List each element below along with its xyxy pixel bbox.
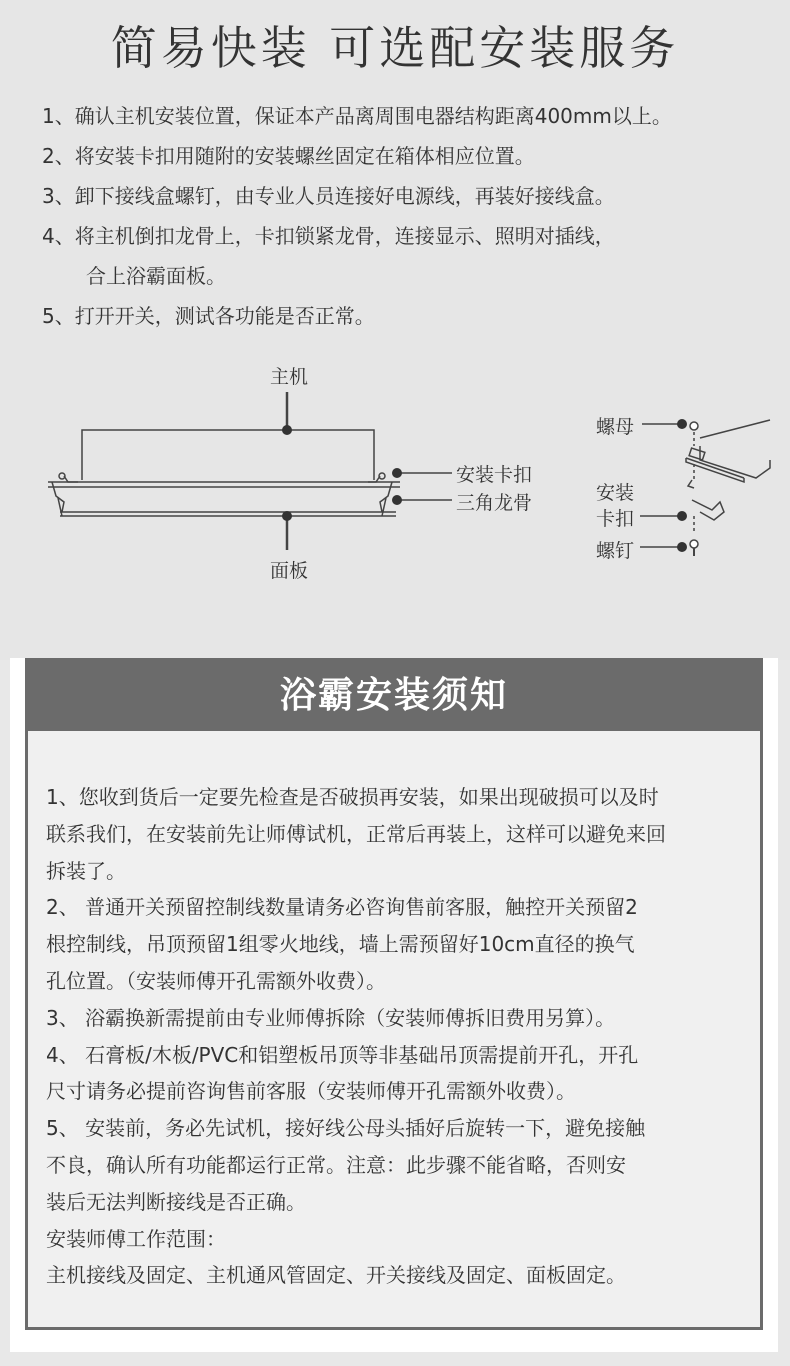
notice-line: 不良，确认所有功能都运行正常。注意：此步骤不能省略，否则安 (46, 1152, 626, 1177)
notice-line: 联系我们，在安装前先让师傅试机，正常后再装上，这样可以避免来回 (46, 821, 666, 846)
step-1: 1、确认主机安装位置，保证本产品离周围电器结构距离400mm以上。 (42, 104, 672, 128)
installation-diagram (0, 350, 790, 610)
step-4: 4、将主机倒扣龙骨上，卡扣锁紧龙骨，连接显示、照明对插线， (42, 224, 615, 248)
notice-line: 2、 普通开关预留控制线数量请务必咨询售前客服，触控开关预留2 (46, 895, 638, 920)
panel-dot (282, 511, 292, 521)
notice-line: 1、您收到货后一定要先检查是否破损再安装，如果出现破损可以及时 (46, 785, 659, 809)
host-dot (282, 425, 292, 435)
label-install-clip: 安装卡扣 (456, 464, 533, 486)
notice-line: 5、 安装前，务必先试机，接好线公母头插好后旋转一下，避免接触 (46, 1116, 646, 1141)
installation-diagram-drawing (0, 350, 790, 610)
notice-box (25, 658, 763, 1330)
label-triangle-keel: 三角龙骨 (456, 492, 533, 514)
label-host: 主机 (270, 366, 309, 388)
step-5: 5、打开开关，测试各功能是否正常。 (42, 304, 375, 328)
label-panel: 面板 (270, 560, 309, 582)
notice-line: 孔位置。（安装师傅开孔需额外收费）。 (46, 968, 386, 993)
page-title: 简易快装 可选配安装服务 (110, 21, 680, 75)
label-screw: 螺钉 (596, 540, 635, 562)
notice-line: 根控制线，吊顶预留1组零火地线，墙上需预留好10cm直径的换气 (46, 932, 635, 957)
notice-body (46, 779, 751, 1294)
notice-header (28, 661, 760, 731)
notice-line: 主机接线及固定、主机通风管固定、开关接线及固定、面板固定。 (46, 1263, 626, 1288)
label-clip-line1: 安装 (596, 482, 635, 504)
notice-title: 浴霸安装须知 (279, 675, 508, 716)
step-3: 3、卸下接线盒螺钉，由专业人员连接好电源线，再装好接线盒。 (42, 184, 615, 208)
step-4-continued: 合上浴霸面板。 (86, 264, 226, 288)
notice-line: 尺寸请务必提前咨询售前客服（安装师傅开孔需额外收费）。 (46, 1079, 576, 1104)
notice-line: 3、 浴霸换新需提前由专业师傅拆除（安装师傅拆旧费用另算）。 (46, 1005, 616, 1030)
label-clip-line2: 卡扣 (596, 508, 635, 530)
notice-section (10, 658, 778, 1352)
notice-line: 4、 石膏板/木板/PVC和铝塑板吊顶等非基础吊顶需提前开孔，开孔 (46, 1042, 639, 1067)
install-steps (42, 96, 782, 336)
step-2: 2、将安装卡扣用随附的安装螺丝固定在箱体相应位置。 (42, 144, 535, 168)
notice-line: 拆装了。 (46, 858, 126, 883)
notice-line: 装后无法判断接线是否正确。 (46, 1189, 306, 1214)
install-guide-section (0, 0, 790, 660)
label-nut: 螺母 (596, 416, 635, 438)
notice-line: 安装师傅工作范围： (46, 1226, 226, 1251)
